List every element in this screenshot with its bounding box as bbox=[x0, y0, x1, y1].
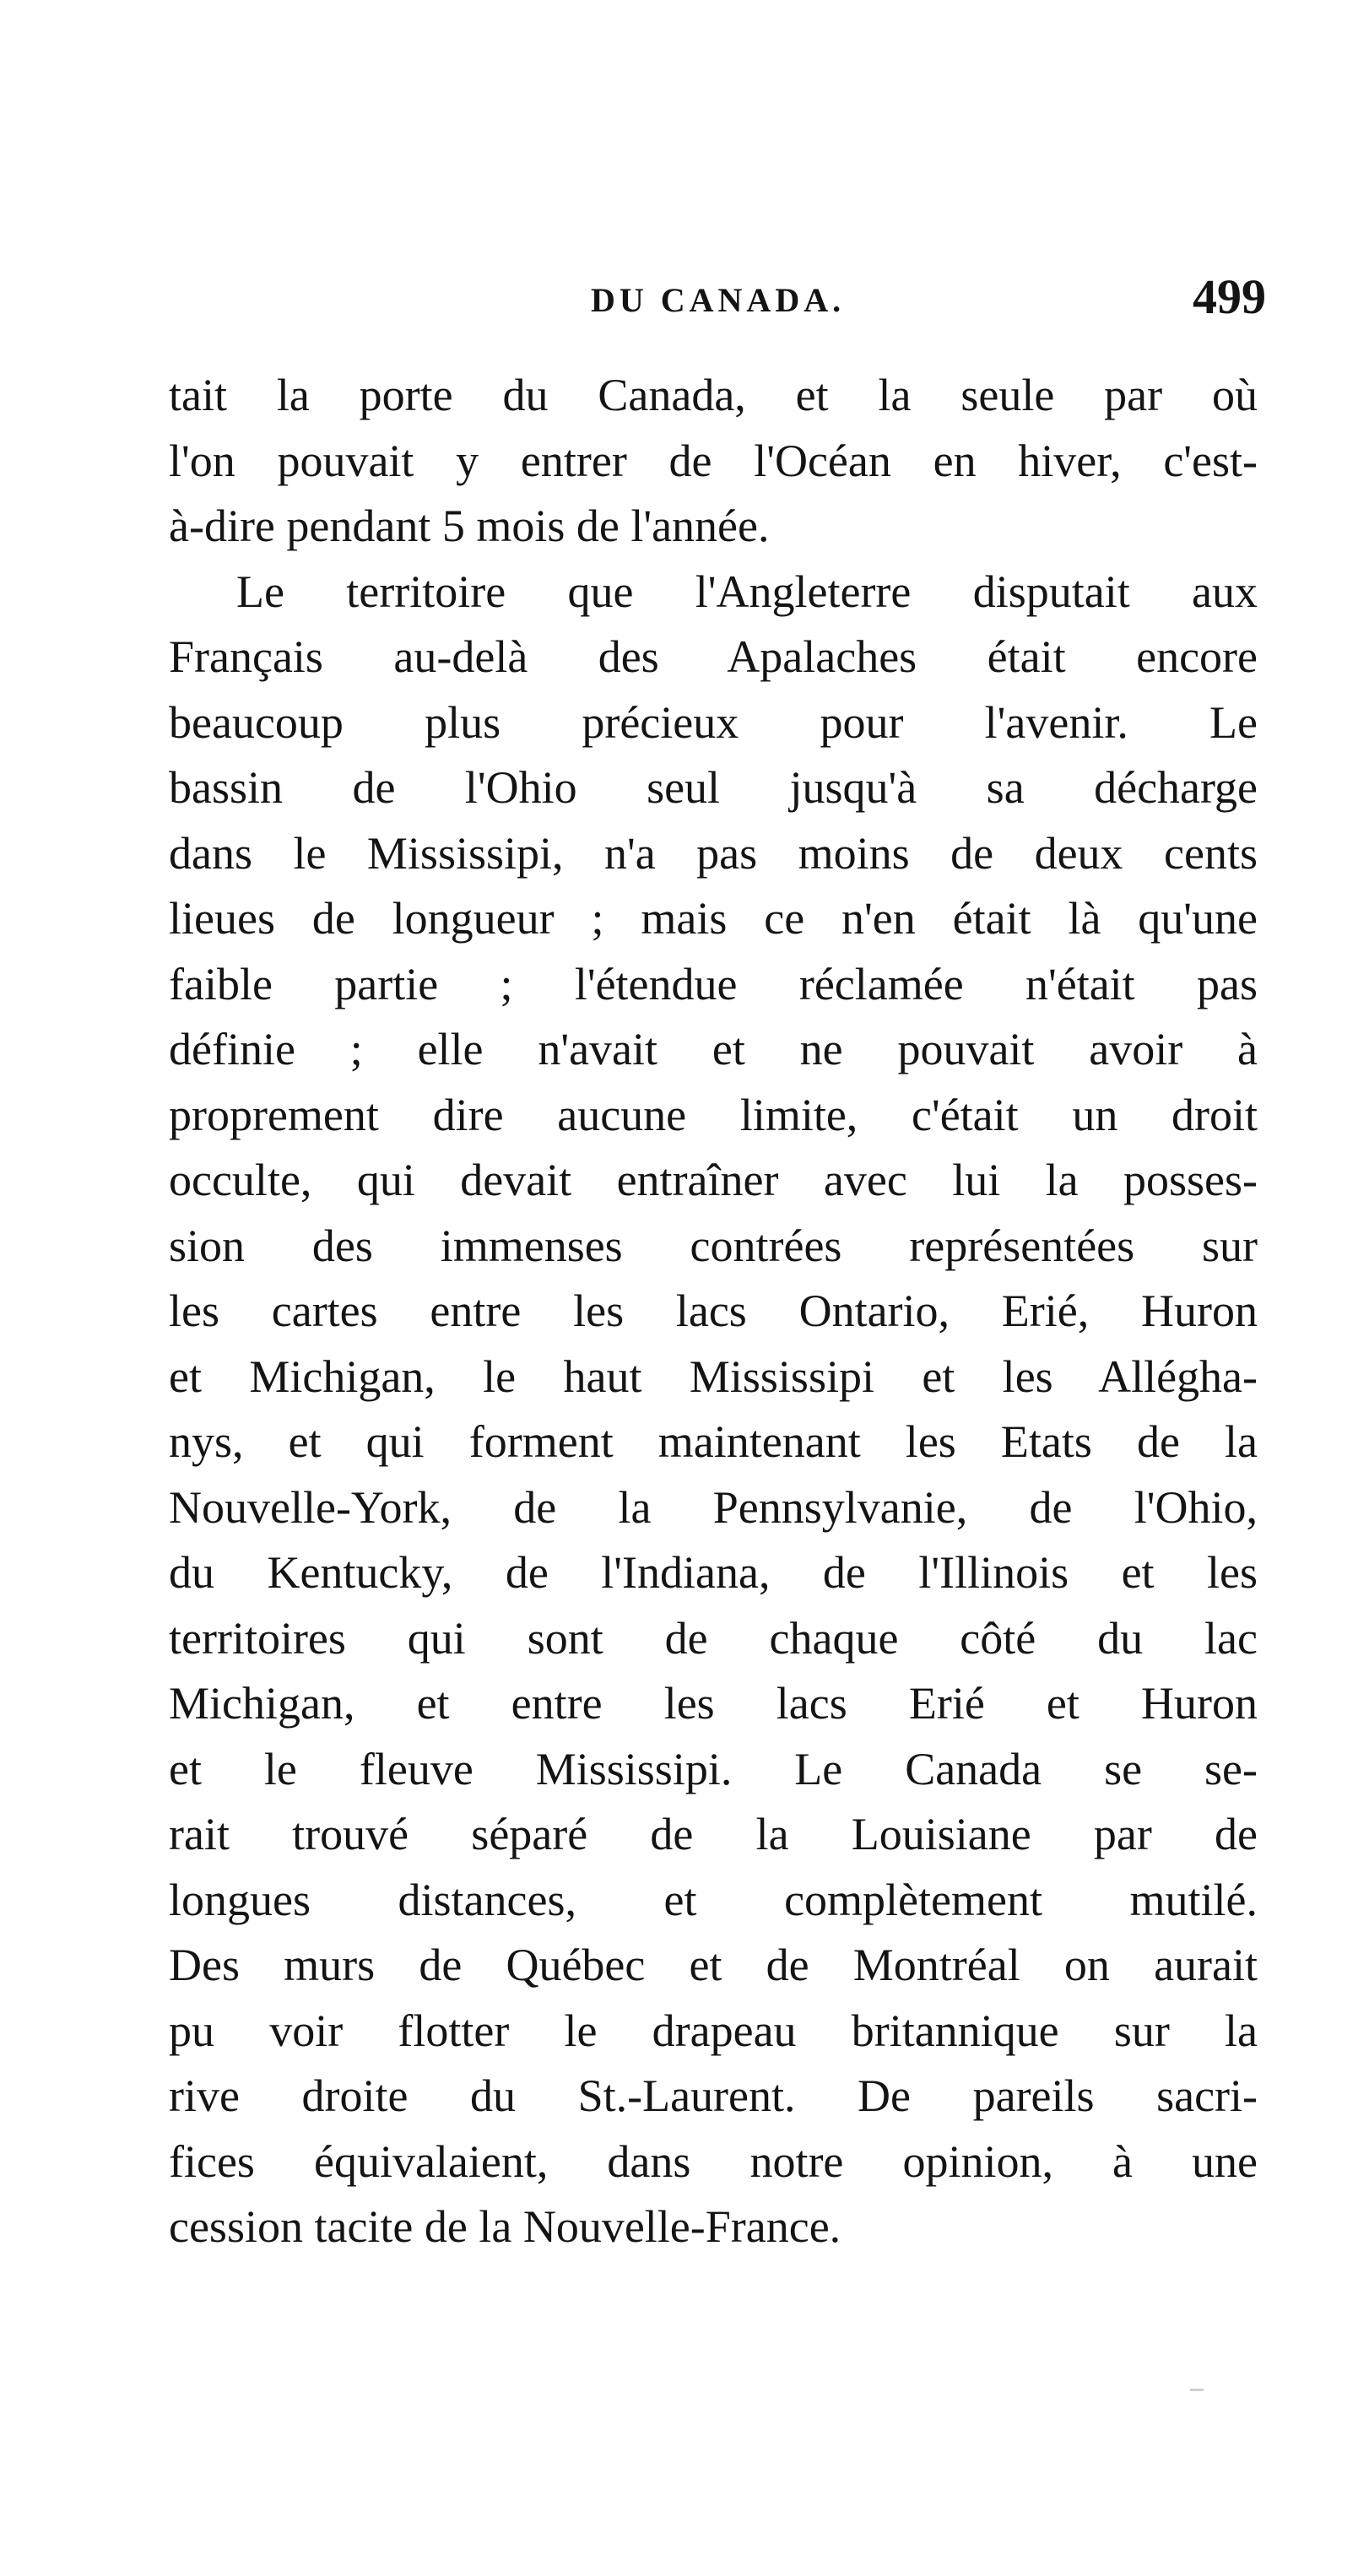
text-line: et le fleuve Mississipi. Le Canada se se- bbox=[169, 1743, 1258, 1794]
text-line: longues distances, et complètement mutilé. bbox=[169, 1874, 1258, 1925]
page-number: 499 bbox=[1193, 269, 1266, 324]
text-line: du Kentucky, de l'Indiana, de l'Illinois et les bbox=[169, 1547, 1258, 1598]
text-line: les cartes entre les lacs Ontario, Erié, Huron bbox=[169, 1285, 1258, 1336]
body-text bbox=[169, 363, 1258, 2260]
text-line: rive droite du St.-Laurent. De pareils sacri- bbox=[169, 2070, 1258, 2121]
running-title: DU CANADA. bbox=[591, 281, 846, 319]
text-line: tait la porte du Canada, et la seule par où bbox=[169, 370, 1258, 420]
text-line: pu voir flotter le drapeau britannique sur la bbox=[169, 2005, 1258, 2056]
text-line: occulte, qui devait entraîner avec lui la posses- bbox=[169, 1155, 1258, 1205]
text-line: bassin de l'Ohio seul jusqu'à sa décharge bbox=[169, 762, 1258, 813]
text-line: faible partie ; l'étendue réclamée n'était pas bbox=[169, 958, 1258, 1009]
text-line: Français au-delà des Apalaches était encore bbox=[169, 631, 1258, 682]
text-line: Michigan, et entre les lacs Erié et Huron bbox=[169, 1678, 1258, 1729]
text-line: dans le Mississipi, n'a pas moins de deux cents bbox=[169, 827, 1258, 879]
text-line: lieues de longueur ; mais ce n'en était là qu'une bbox=[169, 893, 1258, 944]
paragraph-start-line: Le territoire que l'Angleterre disputait aux bbox=[236, 566, 1258, 617]
text-line: territoires qui sont de chaque côté du lac bbox=[169, 1612, 1258, 1664]
text-line: et Michigan, le haut Mississipi et les Allégha- bbox=[169, 1350, 1258, 1402]
text-line: sion des immenses contrées représentées sur bbox=[169, 1220, 1258, 1271]
text-line: à-dire pendant 5 mois de l'année. bbox=[169, 501, 770, 551]
text-line: rait trouvé séparé de la Louisiane par de bbox=[169, 1809, 1258, 1859]
text-line: Nouvelle-York, de la Pennsylvanie, de l'Ohio, bbox=[169, 1481, 1258, 1533]
text-line: l'on pouvait y entrer de l'Océan en hiver, c'est- bbox=[169, 435, 1258, 486]
text-line: définie ; elle n'avait et ne pouvait avoir à bbox=[169, 1024, 1258, 1074]
running-head bbox=[169, 268, 1266, 327]
text-line: cession tacite de la Nouvelle-France. bbox=[169, 2201, 841, 2252]
print-speck bbox=[1190, 2389, 1204, 2391]
text-line: Des murs de Québec et de Montréal on aurait bbox=[169, 1940, 1258, 1990]
text-line: nys, et qui forment maintenant les Etats de la bbox=[169, 1416, 1258, 1467]
text-line: fices équivalaient, dans notre opinion, à une bbox=[169, 2135, 1258, 2187]
text-line: beaucoup plus précieux pour l'avenir. Le bbox=[169, 696, 1258, 748]
text-line: proprement dire aucune limite, c'était un droit bbox=[169, 1089, 1258, 1140]
